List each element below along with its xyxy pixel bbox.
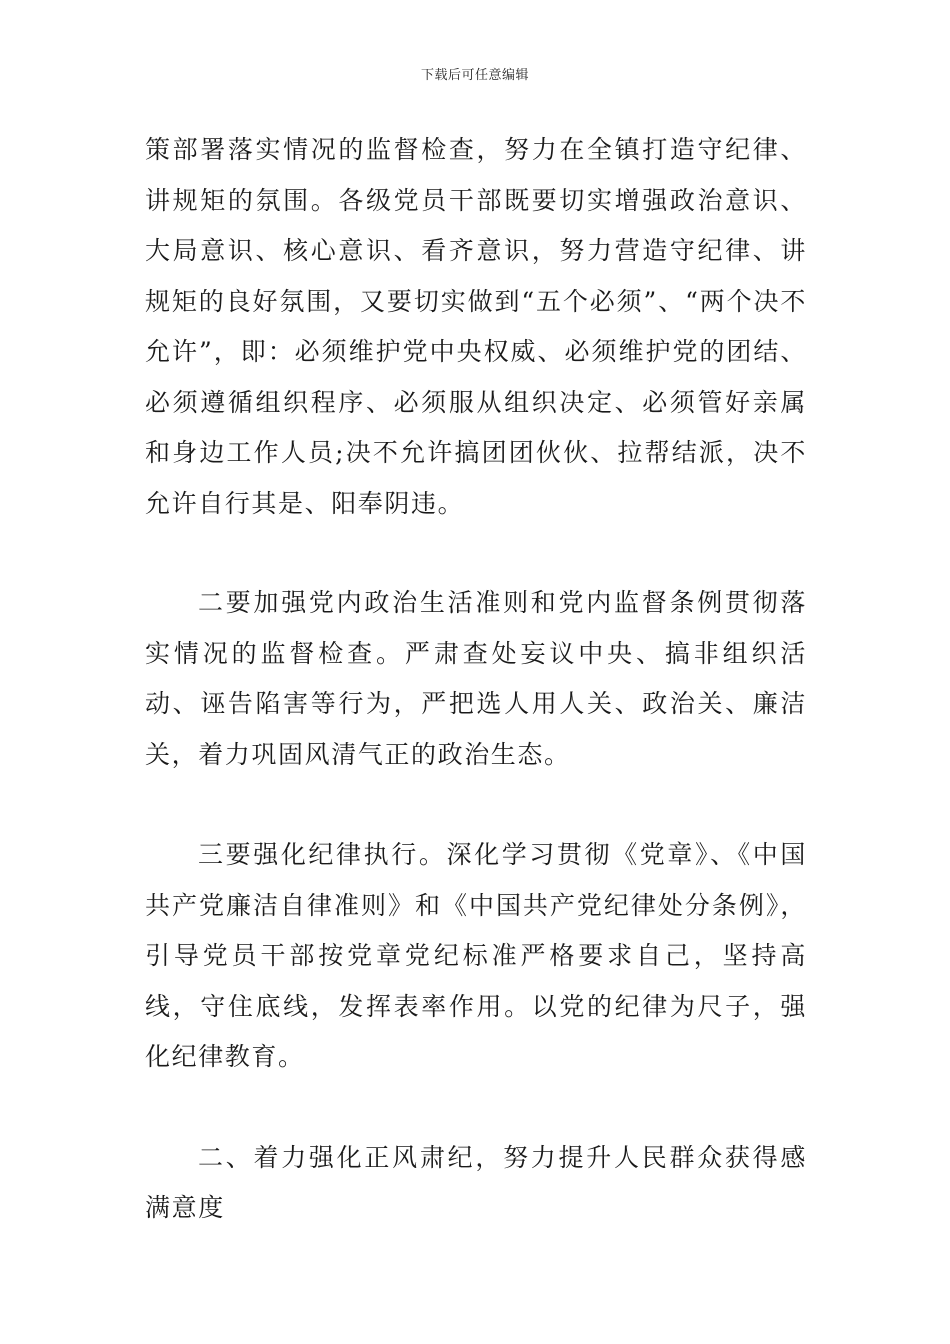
paragraph-1: 策部署落实情况的监督检查，努力在全镇打造守纪律、讲规矩的氛围。各级党员干部既要切实增强政治意识、大局意识、核心意识、看齐意识，努力营造守纪律、讲规矩的良好氛围，又要切实做到“五个必须”、“两个决不允许”，即：必须维护党中央权威、必须维护党的团结、必须遵循组织程序、必须服从组织决定、必须管好亲属和身边工作人员;决不允许搞团团伙伙、拉帮结派，决不允许自行其是、阳奉阴违。 [145, 135, 807, 518]
paragraph-3: 三要强化纪律执行。深化学习贯彻《党章》、《中国共产党廉洁自律准则》和《中国共产党纪律处分条例》，引导党员干部按党章党纪标准严格要求自己，坚持高线，守住底线，发挥表率作用。以党的纪律为尺子，强化纪律教育。 [145, 840, 807, 1071]
paragraph-gap [145, 529, 807, 578]
page-header: 下载后可任意编辑 [420, 68, 529, 83]
paragraph-gap [145, 780, 807, 830]
paragraph-2: 二要加强党内政治生活准则和党内监督条例贯彻落实情况的监督检查。严肃查处妄议中央、搞非组织活动、诬告陷害等行为，严把选人用人关、政治关、廉洁关，着力巩固风清气正的政治生态。 [145, 588, 807, 769]
section-heading: 二、着力强化正风肃纪，努力提升人民群众获得感满意度 [145, 1142, 807, 1222]
paragraph-gap [145, 1083, 807, 1133]
document-body [145, 125, 807, 1234]
